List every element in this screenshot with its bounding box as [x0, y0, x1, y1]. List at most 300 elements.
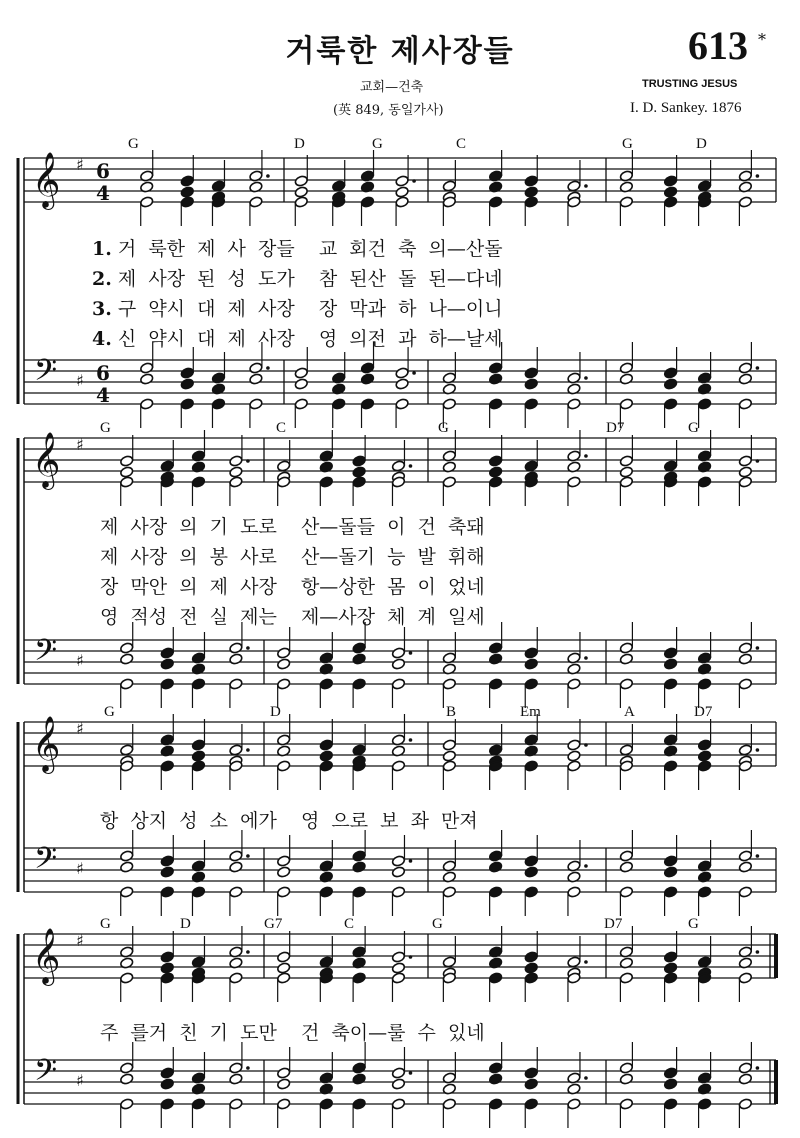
note-head [229, 678, 243, 690]
note-head [738, 850, 752, 862]
note-head [738, 1062, 752, 1074]
note-head [738, 678, 752, 690]
note-head [738, 476, 752, 488]
note-head [442, 398, 456, 410]
note-head [489, 362, 503, 374]
note-head [319, 678, 333, 690]
note-head [663, 1067, 677, 1079]
note-head [160, 855, 174, 867]
note-head [391, 460, 405, 472]
note-head [229, 476, 243, 488]
hymn-number: 613 [688, 23, 748, 68]
chord-symbol: G [100, 916, 111, 932]
note-head [442, 180, 456, 192]
chord-symbol: G [432, 916, 443, 932]
note-head [332, 180, 346, 192]
note-head [391, 1098, 405, 1110]
note-head [395, 175, 409, 187]
note-head [160, 1078, 174, 1090]
note-head [489, 653, 503, 665]
note-head [489, 886, 503, 898]
dot [409, 651, 413, 655]
note-head [489, 455, 503, 467]
note-head [738, 362, 752, 374]
note-head [619, 373, 633, 385]
chord-symbol: G [688, 916, 699, 932]
note-head [738, 398, 752, 410]
lyric-line-verse-4: 4. 신 약시 대 제 사장 영 의전 과 하—날세 [92, 328, 503, 350]
dot [756, 950, 760, 954]
chord-symbol: D [696, 136, 707, 152]
note-head [489, 861, 503, 873]
note-head [229, 455, 243, 467]
note-head [160, 760, 174, 772]
chord-symbol: G [372, 136, 383, 152]
note-head [489, 466, 503, 478]
note-head [524, 886, 538, 898]
note-head [249, 362, 263, 374]
treble-clef-icon: 𝄞 [32, 716, 61, 772]
note-head [352, 653, 366, 665]
note-head [120, 1062, 134, 1074]
chord-symbol: D7 [604, 916, 623, 932]
time-signature-top: 6 [96, 361, 110, 385]
lyric-line-verse-3: 3. 구 약시 대 제 사장 장 막과 하 나—이니 [92, 298, 503, 320]
treble-clef-icon: 𝄞 [32, 152, 61, 208]
note-head [352, 744, 366, 756]
note-head [489, 1098, 503, 1110]
note-head [277, 658, 291, 670]
note-head [524, 1078, 538, 1090]
note-head [160, 647, 174, 659]
note-head [229, 744, 243, 756]
note-head [738, 642, 752, 654]
note-head [277, 760, 291, 772]
note-head [697, 886, 711, 898]
key-sharp-icon: ♯ [76, 435, 84, 454]
note-head [489, 1062, 503, 1074]
chord-symbol: D [294, 136, 305, 152]
key-sharp-icon: ♯ [76, 719, 84, 738]
note-head [319, 956, 333, 968]
note-head [524, 866, 538, 878]
note-head [319, 750, 333, 762]
note-head [277, 866, 291, 878]
note-head [120, 678, 134, 690]
note-head [697, 678, 711, 690]
note-head [211, 180, 225, 192]
note-head [140, 398, 154, 410]
note-head [294, 398, 308, 410]
note-head [294, 175, 308, 187]
note-head [524, 398, 538, 410]
note-head [524, 460, 538, 472]
dot [246, 1066, 250, 1070]
note-head [524, 760, 538, 772]
note-head [120, 476, 134, 488]
note-head [524, 951, 538, 963]
note-head [180, 175, 194, 187]
note-head [191, 476, 205, 488]
note-head [352, 886, 366, 898]
note-head [567, 760, 581, 772]
note-head [663, 460, 677, 472]
note-head [249, 196, 263, 208]
note-head [567, 180, 581, 192]
note-head [277, 460, 291, 472]
note-head [663, 678, 677, 690]
note-head [524, 972, 538, 984]
note-head [391, 951, 405, 963]
dot [584, 864, 588, 868]
note-head [738, 1073, 752, 1085]
note-head [180, 378, 194, 390]
note-head [319, 886, 333, 898]
note-head [619, 861, 633, 873]
note-head [442, 678, 456, 690]
note-head [391, 678, 405, 690]
note-head [489, 196, 503, 208]
lyric-line-verse-2: 2. 제 사장 된 성 도가 참 된산 돌 된—다네 [92, 268, 503, 290]
note-head [391, 886, 405, 898]
dot [756, 646, 760, 650]
bass-clef-icon: 𝄢 [34, 634, 58, 675]
note-head [524, 658, 538, 670]
note-head [391, 658, 405, 670]
note-head [663, 866, 677, 878]
note-head [352, 678, 366, 690]
lyric-line-verse-3: 장 막안 의 제 사장 항—상한 몸 이 었네 [100, 576, 485, 598]
note-head [180, 398, 194, 410]
note-head [360, 196, 374, 208]
note-head [619, 642, 633, 654]
note-head [229, 972, 243, 984]
composer-credit: I. D. Sankey. 1876 [630, 100, 742, 116]
dot [584, 960, 588, 964]
note-head [619, 886, 633, 898]
note-head [140, 373, 154, 385]
dot [412, 371, 416, 375]
note-head [294, 186, 308, 198]
dot [756, 366, 760, 370]
note-head [352, 642, 366, 654]
dot [412, 179, 416, 183]
note-head [567, 739, 581, 751]
note-head [180, 367, 194, 379]
note-head [319, 476, 333, 488]
note-head [249, 398, 263, 410]
note-head [229, 466, 243, 478]
note-head [160, 1098, 174, 1110]
note-head [120, 1098, 134, 1110]
note-head [524, 186, 538, 198]
dot [246, 854, 250, 858]
note-head [738, 1098, 752, 1110]
note-head [442, 739, 456, 751]
dot [756, 459, 760, 463]
dot [756, 748, 760, 752]
note-head [277, 962, 291, 974]
dot [584, 454, 588, 458]
key-sharp-icon: ♯ [76, 1071, 84, 1090]
note-head [395, 378, 409, 390]
note-head [160, 1067, 174, 1079]
note-head [442, 886, 456, 898]
note-head [663, 972, 677, 984]
note-head [229, 850, 243, 862]
note-head [663, 175, 677, 187]
note-head [567, 678, 581, 690]
english-reference: (英 849, 동일가사) [333, 103, 444, 118]
note-head [180, 196, 194, 208]
note-head [524, 175, 538, 187]
chord-symbol: C [344, 916, 355, 932]
note-head [277, 855, 291, 867]
note-head [395, 398, 409, 410]
note-head [663, 760, 677, 772]
note-head [277, 886, 291, 898]
note-head [180, 186, 194, 198]
note-head [294, 196, 308, 208]
note-head [352, 972, 366, 984]
lyric-line-verse-1: 1. 거 룩한 제 사 장들 교 회건 축 의—산돌 [92, 238, 503, 260]
note-head [619, 196, 633, 208]
key-sharp-icon: ♯ [76, 859, 84, 878]
note-head [160, 972, 174, 984]
key-sharp-icon: ♯ [76, 155, 84, 174]
note-head [160, 962, 174, 974]
note-head [120, 972, 134, 984]
note-head [697, 739, 711, 751]
note-head [619, 1073, 633, 1085]
note-head [360, 373, 374, 385]
note-head [277, 1098, 291, 1110]
note-head [395, 367, 409, 379]
chord-symbol: G [438, 420, 449, 436]
note-head [489, 642, 503, 654]
note-head [697, 760, 711, 772]
note-head [619, 972, 633, 984]
bass-clef-icon: 𝄢 [34, 842, 58, 883]
note-head [663, 658, 677, 670]
note-head [352, 476, 366, 488]
note-head [442, 760, 456, 772]
note-head [191, 678, 205, 690]
note-head [160, 886, 174, 898]
note-head [489, 476, 503, 488]
note-head [697, 476, 711, 488]
dot [266, 366, 270, 370]
note-head [319, 760, 333, 772]
note-head [738, 373, 752, 385]
hymn-subject: 교회—건축 [360, 80, 424, 95]
dot [409, 955, 413, 959]
note-head [663, 951, 677, 963]
dot [584, 184, 588, 188]
note-head [524, 678, 538, 690]
note-head [229, 861, 243, 873]
note-head [352, 1062, 366, 1074]
note-head [619, 455, 633, 467]
note-head [352, 850, 366, 862]
note-head [663, 855, 677, 867]
note-head [249, 373, 263, 385]
note-head [160, 658, 174, 670]
note-head [140, 362, 154, 374]
hymn-title: 거룩한 제사장들 [285, 34, 515, 69]
dot [584, 376, 588, 380]
note-head [663, 886, 677, 898]
note-head [619, 398, 633, 410]
dot [409, 859, 413, 863]
note-head [120, 455, 134, 467]
note-head [738, 744, 752, 756]
chord-symbol: G [622, 136, 633, 152]
note-head [391, 972, 405, 984]
note-head [619, 476, 633, 488]
lyric-line-verse-1: 제 사장 의 기 도로 산—돌들 이 건 축돼 [100, 516, 485, 538]
bass-clef-icon: 𝄢 [34, 354, 58, 395]
chord-symbol: G7 [264, 916, 283, 932]
note-head [619, 653, 633, 665]
note-head [567, 398, 581, 410]
chord-symbol: D [180, 916, 191, 932]
chord-symbol: G [128, 136, 139, 152]
note-head [489, 373, 503, 385]
note-head [360, 398, 374, 410]
time-signature-bottom: 4 [96, 383, 110, 407]
note-head [663, 186, 677, 198]
note-head [391, 855, 405, 867]
chord-symbol: D7 [694, 704, 713, 720]
note-head [524, 855, 538, 867]
chord-symbol: Em [520, 704, 541, 720]
note-head [663, 196, 677, 208]
note-head [524, 962, 538, 974]
note-head [738, 972, 752, 984]
note-head [395, 196, 409, 208]
note-head [360, 362, 374, 374]
note-head [319, 739, 333, 751]
note-head [489, 398, 503, 410]
note-head [567, 476, 581, 488]
note-head [738, 861, 752, 873]
chord-symbol: C [276, 420, 287, 436]
note-head [319, 1098, 333, 1110]
note-head [697, 750, 711, 762]
chord-symbol: D [270, 704, 281, 720]
note-head [738, 653, 752, 665]
note-head [120, 861, 134, 873]
note-head [738, 886, 752, 898]
note-head [277, 1067, 291, 1079]
note-head [229, 1062, 243, 1074]
note-head [277, 647, 291, 659]
note-head [120, 642, 134, 654]
note-head [442, 476, 456, 488]
note-head [619, 850, 633, 862]
asterisk-mark: * [758, 30, 766, 49]
note-head [489, 972, 503, 984]
note-head [489, 850, 503, 862]
chord-symbol: G [104, 704, 115, 720]
note-head [120, 466, 134, 478]
note-head [524, 196, 538, 208]
dot [246, 748, 250, 752]
key-sharp-icon: ♯ [76, 651, 84, 670]
note-head [663, 1098, 677, 1110]
note-head [489, 678, 503, 690]
note-head [524, 1098, 538, 1110]
dot [246, 459, 250, 463]
note-head [120, 653, 134, 665]
note-head [277, 678, 291, 690]
note-head [442, 1098, 456, 1110]
note-head [619, 1062, 633, 1074]
dot [756, 854, 760, 858]
note-head [229, 653, 243, 665]
note-head [211, 398, 225, 410]
note-head [663, 647, 677, 659]
note-head [391, 1078, 405, 1090]
key-sharp-icon: ♯ [76, 931, 84, 950]
note-head [391, 1067, 405, 1079]
note-head [524, 378, 538, 390]
note-head [229, 1073, 243, 1085]
note-head [442, 956, 456, 968]
note-head [697, 180, 711, 192]
key-sharp-icon: ♯ [76, 371, 84, 390]
note-head [120, 850, 134, 862]
note-head [332, 398, 346, 410]
note-head [277, 972, 291, 984]
note-head [524, 647, 538, 659]
note-head [738, 196, 752, 208]
note-head [229, 642, 243, 654]
dot [756, 174, 760, 178]
note-head [277, 951, 291, 963]
note-head [352, 861, 366, 873]
note-head [391, 866, 405, 878]
note-head [619, 466, 633, 478]
note-head [277, 1078, 291, 1090]
note-head [697, 956, 711, 968]
note-head [619, 362, 633, 374]
note-head [120, 886, 134, 898]
note-head [391, 962, 405, 974]
lyric-line-verse-2: 제 사장 의 봉 사로 산—돌기 능 발 휘해 [100, 546, 485, 568]
note-head [524, 367, 538, 379]
note-head [352, 1098, 366, 1110]
note-head [160, 460, 174, 472]
chord-symbol: D7 [606, 420, 625, 436]
note-head [697, 1098, 711, 1110]
note-head [352, 455, 366, 467]
note-head [663, 1078, 677, 1090]
note-head [442, 750, 456, 762]
note-head [567, 956, 581, 968]
dot [246, 950, 250, 954]
note-head [140, 196, 154, 208]
note-head [191, 750, 205, 762]
chord-symbol: A [624, 704, 635, 720]
note-head [738, 455, 752, 467]
chord-symbol: G [100, 420, 111, 436]
chord-symbol: B [446, 704, 457, 720]
note-head [191, 739, 205, 751]
note-head [663, 367, 677, 379]
note-head [391, 760, 405, 772]
